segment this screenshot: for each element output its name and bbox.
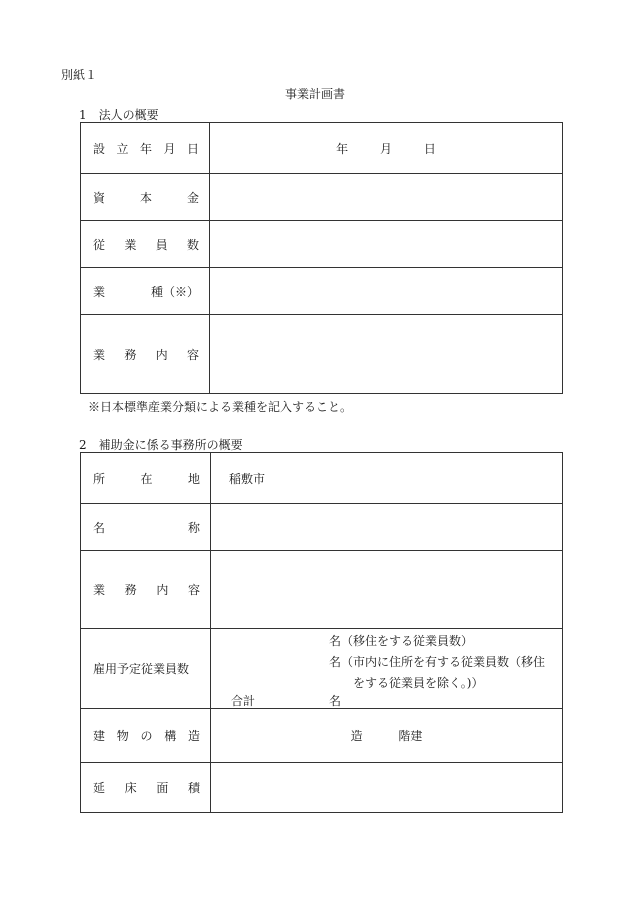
table-row: [81, 268, 563, 315]
corporation-overview-table: [80, 122, 563, 394]
employees-field[interactable]: [210, 221, 563, 268]
table-row: [81, 453, 563, 504]
table-row: [81, 504, 563, 551]
planned-employees-label: 雇用予定従業員数: [81, 629, 211, 709]
table-row: [81, 315, 563, 394]
office-business-content-field[interactable]: [211, 551, 563, 629]
business-content-field[interactable]: [210, 315, 563, 394]
table-row: [81, 174, 563, 221]
table-row: [81, 221, 563, 268]
name-field[interactable]: [211, 504, 563, 551]
table-row: [81, 763, 563, 813]
table-row: [81, 551, 563, 629]
building-structure-field[interactable]: 造 階建: [211, 709, 563, 763]
building-structure-label: 建 物 の 構 造: [81, 709, 211, 763]
industry-note: ※日本標準産業分類による業種を記入すること。: [88, 400, 353, 414]
attachment-label: 別紙１: [61, 68, 98, 82]
migrating-employees-line: 名（移住をする従業員数）: [329, 634, 474, 648]
employees-label: 従 業 員 数: [81, 221, 210, 268]
business-content-label: 業 務 内 容: [81, 315, 210, 394]
section1-title: 1 法人の概要: [79, 108, 159, 122]
floor-area-field[interactable]: [211, 763, 563, 813]
section2-title: 2 補助金に係る事務所の概要: [79, 438, 243, 452]
location-field[interactable]: 稲敷市: [211, 453, 563, 504]
total-label: 合計: [231, 694, 256, 708]
location-label: 所 在 地: [81, 453, 211, 504]
industry-label: 業 種（※）: [81, 268, 210, 315]
capital-label: 資 本 金: [81, 174, 210, 221]
table-row: [81, 709, 563, 763]
name-label: 名 称: [81, 504, 211, 551]
table-row: [81, 123, 563, 174]
capital-field[interactable]: [210, 174, 563, 221]
industry-field[interactable]: [210, 268, 563, 315]
office-business-content-label: 業 務 内 容: [81, 551, 211, 629]
document-title: 事業計画書: [284, 87, 345, 101]
office-overview-table: [80, 452, 563, 813]
establishment-date-field[interactable]: 年 月 日: [210, 123, 563, 174]
establishment-date-label: 設 立 年 月 日: [81, 123, 210, 174]
resident-employees-line: 名（市内に住所を有する従業員数（移住: [329, 655, 546, 669]
floor-area-label: 延 床 面 積: [81, 763, 211, 813]
resident-employees-line-cont: をする従業員を除く。)）: [353, 676, 484, 690]
planned-employees-field[interactable]: [211, 629, 563, 709]
table-row: [81, 629, 563, 709]
total-unit: 名: [329, 694, 342, 708]
